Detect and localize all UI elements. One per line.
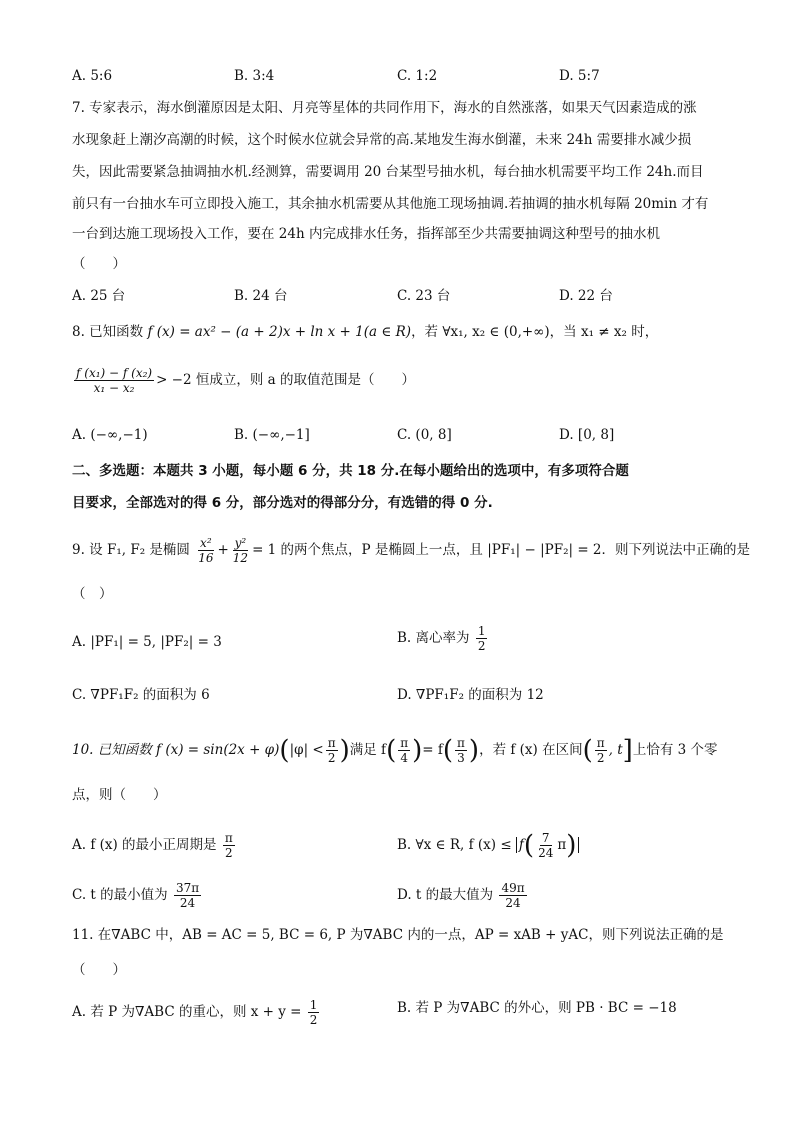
q10-mid-3: ，若 f (x) 在区间: [479, 742, 583, 758]
q10-option-d-den: 24: [505, 896, 521, 910]
q10-option-b-open: (: [523, 830, 535, 861]
q9-option-d: D. ∇PF₁F₂ 的面积为 12: [397, 687, 544, 703]
q10-cond-den: 2: [327, 751, 336, 765]
q10-interval-fraction: [595, 736, 607, 765]
q10-p2-num: π: [457, 736, 465, 750]
q11-option-a: [72, 998, 321, 1027]
q6-option-b: B. 3:4: [234, 68, 275, 84]
q11-answer-paren: （ ）: [72, 962, 126, 978]
q7-line-4: 前只有一台抽水车可立即投入施工，其余抽水机需要从其他施工现场抽调.若抽调的抽水机每隔 20min 才有: [72, 196, 709, 212]
q8-condition: ，若 ∀x₁, x₂ ∈ (0,+∞)，当 x₁ ≠ x₂ 时，: [411, 324, 659, 340]
q7-option-a: A. 25 台: [72, 288, 126, 304]
q10-p2-close: ): [468, 735, 480, 766]
q9-option-b-den: 2: [477, 639, 486, 653]
q9-line-1: [72, 536, 751, 565]
q6-option-d: D. 5:7: [559, 68, 600, 84]
q10-mid-1: 满足 f: [349, 742, 387, 758]
q8-fraction-denominator: x₁ − x₂: [93, 381, 135, 395]
q10-cond-pre: |φ| <: [289, 742, 324, 758]
q11-option-a-num: 1: [309, 998, 318, 1012]
q9-fraction-y-den: 12: [232, 551, 249, 565]
q10-option-b-f: f: [518, 837, 524, 853]
q9-fraction-x: [196, 536, 215, 565]
q6-option-a: A. 5:6: [72, 68, 113, 84]
q7-line-5: 一台到达施工现场投入工作，要在 24h 内完成排水任务，指挥部至少共需要抽调这种型号的抽水机: [72, 226, 660, 242]
q11-option-b: B. 若 P 为∇ABC 的外心，则 PB · BC = −18: [397, 1000, 677, 1016]
section-2-heading-line-1: 二、多选题：本题共 3 小题，每小题 6 分，共 18 分.在每小题给出的选项中，有多项符合题: [72, 463, 629, 479]
q8-prefix: 8. 已知函数: [72, 324, 144, 340]
q10-option-c-den: 24: [179, 896, 196, 910]
q7-answer-paren: （ ）: [72, 256, 126, 272]
q9-fraction-y: [231, 536, 250, 565]
q8-line-1: [72, 322, 722, 342]
q8-option-c: C. (0, 8]: [397, 427, 452, 443]
q8-fraction: [74, 366, 154, 395]
q8-fraction-numerator: f (x₁) − f (x₂): [76, 366, 153, 380]
q9-option-b-text: B. 离心率为: [397, 630, 470, 646]
q10-option-a: [72, 831, 237, 860]
q9-fraction-x-den: 16: [198, 551, 214, 565]
q10-prefix: 10. 已知函数 f (x) = sin(2x + φ): [72, 742, 280, 758]
q9-answer-paren: （ ）: [72, 586, 113, 602]
q10-option-c-text: C. t 的最小值为: [72, 887, 168, 903]
q8-option-b: B. (−∞,−1]: [234, 427, 310, 443]
q9-option-c: C. ∇PF₁F₂ 的面积为 6: [72, 687, 210, 703]
q10-tail: 上恰有 3 个零: [632, 742, 718, 758]
q9-fraction-y-num: y²: [234, 536, 247, 550]
q10-p2-open: (: [442, 735, 454, 766]
q10-paren-close: ): [339, 735, 350, 766]
q10-interval-den: 2: [596, 751, 605, 765]
q9-mid: = 1 的两个焦点，P 是椭圆上一点，且 |PF₁| − |PF₂| = 2．则下列说法中正确的是: [252, 542, 751, 558]
q10-option-a-den: 2: [224, 846, 233, 860]
q7-line-1: 7. 专家表示，海水倒灌原因是太阳、月亮等星体的共同作用下，海水的自然涨落，如果天气因素造成的涨: [72, 100, 697, 116]
q10-option-b-fraction: [536, 831, 555, 860]
q10-option-d-text: D. t 的最大值为: [397, 887, 494, 903]
q10-option-b-abs: [516, 830, 579, 861]
q10-p1-fraction: [398, 736, 410, 765]
section-2-heading-line-2: 目要求，全部选对的得 6 分，部分选对的得部分分，有选错的得 0 分.: [72, 495, 493, 511]
q10-p2-fraction: [455, 736, 467, 765]
q10-option-c-fraction: [174, 881, 201, 910]
q7-line-3: 失，因此需要紧急抽调抽水机.经测算，需要调用 20 台某型号抽水机，每台抽水机需要平均工作 24h.而目: [72, 164, 704, 180]
q7-line-2: 水现象赶上潮汐高潮的时候，这个时候水位就会异常的高.某地发生海水倒灌，未来 24h 需要排水减少损: [72, 132, 692, 148]
q10-option-b-text: B. ∀x ∈ R, f (x) ≤: [397, 837, 512, 853]
q10-option-d-num: 49π: [501, 881, 525, 895]
q10-line-2: 点，则（ ）: [72, 787, 167, 803]
q10-option-a-text: A. f (x) 的最小正周期是: [72, 837, 217, 853]
q7-option-b: B. 24 台: [234, 288, 288, 304]
q10-option-c: [72, 881, 203, 910]
q9-option-b: [397, 624, 489, 653]
q9-option-b-fraction: [476, 624, 488, 653]
q10-interval-close: ]: [622, 735, 633, 766]
q6-option-c: C. 1:2: [397, 68, 438, 84]
q10-paren-open: (: [279, 735, 290, 766]
q10-interval-tail: , t: [608, 742, 623, 758]
q10-interval-open: (: [582, 735, 593, 766]
q10-option-b-den: 24: [538, 846, 554, 860]
q10-mid-2: = f: [422, 742, 443, 758]
q10-p2-den: 3: [457, 751, 465, 765]
q10-option-a-fraction: [223, 831, 235, 860]
q10-option-c-num: 37π: [175, 881, 200, 895]
q8-option-d: D. [0, 8]: [559, 427, 615, 443]
q10-option-b-num: 7: [541, 831, 550, 845]
q9-prefix: 9. 设 F₁, F₂ 是椭圆: [72, 542, 190, 558]
q9-plus: +: [217, 542, 229, 558]
q7-option-c: C. 23 台: [397, 288, 451, 304]
q10-p1-close: ): [412, 735, 423, 766]
q10-p1-open: (: [386, 735, 397, 766]
q10-p1-den: 4: [400, 751, 408, 765]
q8-option-a: A. (−∞,−1): [72, 427, 148, 443]
q11-option-a-text: A. 若 P 为∇ABC 的重心，则 x + y =: [72, 1004, 302, 1020]
q9-option-a: A. |PF₁| = 5, |PF₂| = 3: [72, 634, 222, 650]
q7-option-d: D. 22 台: [559, 288, 613, 304]
q11-option-a-den: 2: [309, 1013, 318, 1027]
q8-tail: > −2 恒成立，则 a 的取值范围是（ ）: [156, 372, 416, 388]
q10-option-d: [397, 881, 529, 910]
q10-option-b: [397, 831, 579, 860]
q8-function: f (x) = ax² − (a + 2)x + ln x + 1(a ∈ R): [147, 324, 412, 340]
q9-option-b-num: 1: [477, 624, 486, 638]
q10-interval-num: π: [596, 736, 605, 750]
q8-line-2: [72, 366, 722, 395]
q9-fraction-x-num: x²: [200, 536, 212, 550]
q10-line-1: [72, 736, 722, 765]
q10-option-a-num: π: [224, 831, 233, 845]
q11-option-a-fraction: [308, 998, 320, 1027]
q10-p1-num: π: [400, 736, 409, 750]
q11-line-1: 11. 在∇ABC 中，AB = AC = 5, BC = 6, P 为∇ABC 内的一点，AP = xAB + yAC，则下列说法正确的是: [72, 927, 724, 943]
q10-cond-fraction: [326, 736, 338, 765]
q10-option-b-pi: π: [557, 837, 567, 853]
q10-option-b-close: ): [566, 830, 577, 861]
q10-cond-num: π: [327, 736, 336, 750]
q10-option-d-fraction: [499, 881, 526, 910]
